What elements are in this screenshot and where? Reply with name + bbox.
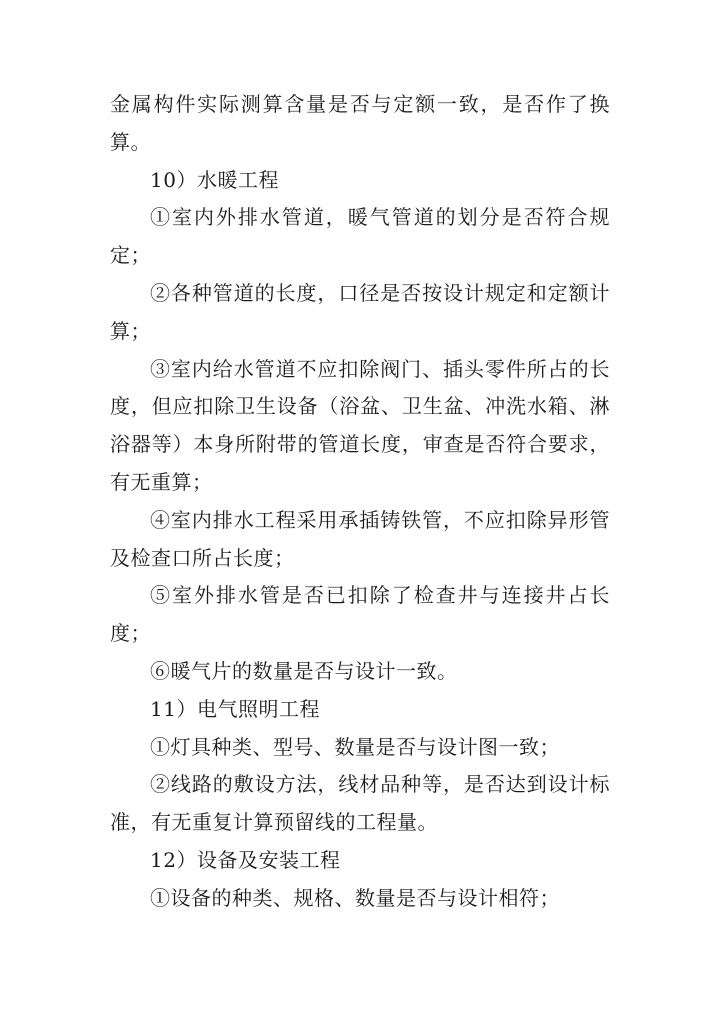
item-water-supply-deduction: ③室内给水管道不应扣除阀门、插头零件所占的长度，但应扣除卫生设备（浴盆、卫生盆、冲洗水箱、淋浴器等）本身所附带的管道长度，审查是否符合要求，有无重算； — [110, 356, 610, 494]
item-wiring-method: ②线路的敷设方法，线材品种等，是否达到设计标准，有无重复计算预留线的工程量。 — [110, 772, 610, 835]
item-pipe-length-diameter: ②各种管道的长度，口径是否按设计规定和定额计算； — [110, 280, 610, 343]
item-drainage-division: ①室内外排水管道，暖气管道的划分是否符合规定； — [110, 205, 610, 268]
document-body — [110, 86, 610, 918]
heading-plumbing-heating: 10）水暖工程 — [150, 167, 279, 192]
paragraph-metal-components: 金属构件实际测算含量是否与定额一致，是否作了换算。 — [110, 92, 610, 154]
heading-equipment-installation: 12）设备及安装工程 — [150, 847, 341, 872]
heading-electrical-lighting: 11）电气照明工程 — [150, 696, 320, 721]
item-outdoor-drainage: ⑤室外排水管是否已扣除了检查井与连接井占长度； — [110, 583, 610, 646]
item-indoor-drainage: ④室内排水工程采用承插铸铁管，不应扣除异形管及检查口所占长度； — [110, 507, 610, 570]
item-lamp-types: ①灯具种类、型号、数量是否与设计图一致； — [150, 734, 560, 759]
item-equipment-types: ①设备的种类、规格、数量是否与设计相符； — [150, 885, 560, 910]
item-radiator-count: ⑥暖气片的数量是否与设计一致。 — [150, 658, 458, 683]
